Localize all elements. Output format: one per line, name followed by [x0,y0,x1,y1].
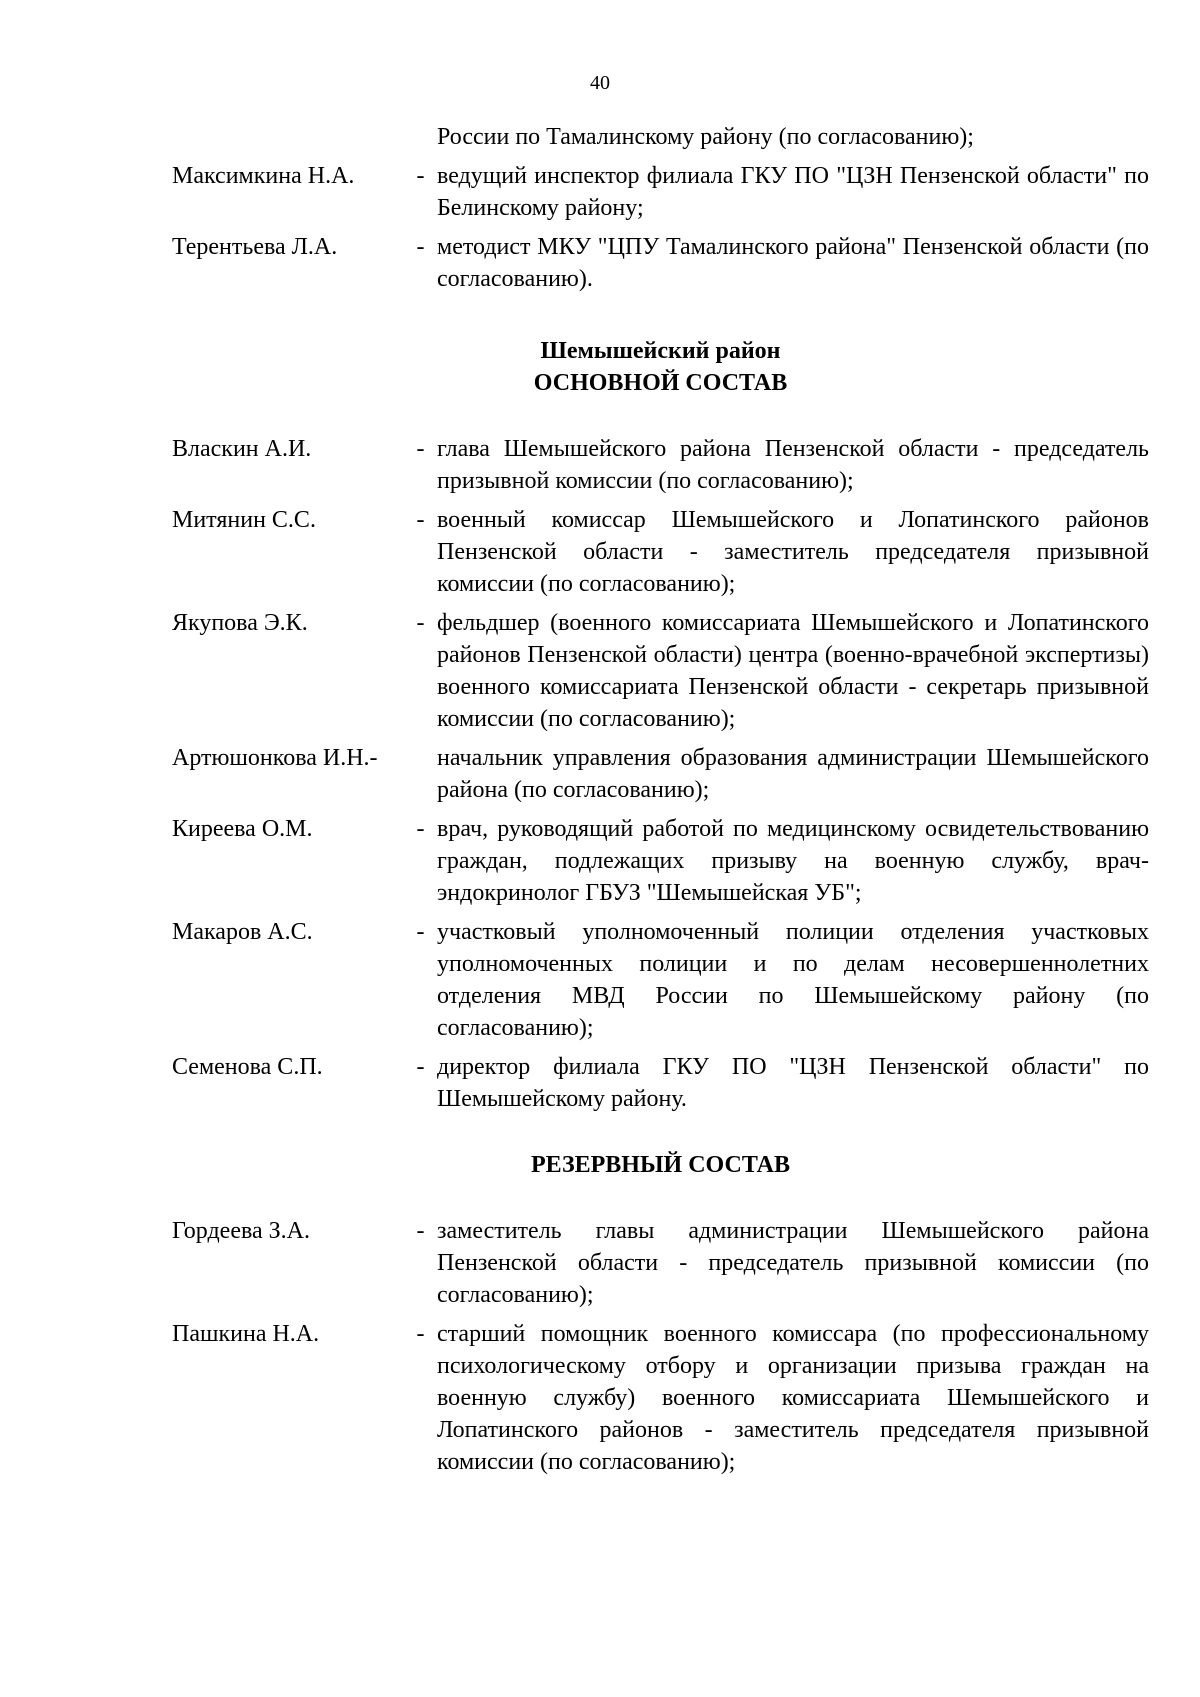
member-position: фельдшер (военного комиссариата Шемышейского и Лопатинского районов Пензенской области) центра (военно-врачебной экспертизы) военного комиссариата Пензенской области - секретарь призывной комиссии (по согласованию); [437,610,1149,732]
member-dash: - [416,919,425,945]
member-name: Гордеева З.А. [172,1218,310,1244]
member-name: Власкин А.И. [172,436,312,462]
member-position: военный комиссар Шемышейского и Лопатинского районов Пензенской области - заместитель председателя призывной комиссии (по согласованию); [437,507,1149,597]
member-dash: - [416,816,425,842]
member-name: Макаров А.С. [172,919,313,945]
member-entry [172,504,1149,600]
member-name: Артюшонкова И.Н.- [172,745,378,771]
page-number: 40 [590,72,610,94]
member-dash: - [416,507,425,533]
member-dash: - [416,234,425,260]
member-position: начальник управления образования администрации Шемышейского района (по согласованию); [437,745,1149,803]
document-body [172,121,1149,1485]
member-entry [172,607,1149,735]
member-entry [172,1215,1149,1311]
member-entry [172,231,1149,295]
member-position: директор филиала ГКУ ПО "ЦЗН Пензенской области" по Шемышейскому району. [437,1054,1149,1112]
main-composition-heading: ОСНОВНОЙ СОСТАВ [533,370,788,396]
member-entry [172,742,1149,806]
member-dash: - [416,1321,425,1347]
member-position: врач, руководящий работой по медицинскому освидетельствованию граждан, подлежащих призыву на военную службу, врач-эндокринолог ГБУЗ "Шемышейская УБ"; [437,816,1149,906]
member-entry [172,813,1149,909]
member-position: методист МКУ "ЦПУ Тамалинского района" Пензенской области (по согласованию). [437,234,1149,292]
member-position: ведущий инспектор филиала ГКУ ПО "ЦЗН Пензенской области" по Белинскому району; [437,163,1149,221]
district-heading: Шемышейский район [540,338,781,364]
member-name: Пашкина Н.А. [172,1321,320,1347]
member-position: старший помощник военного комиссара (по профессиональному психологическому отбору и организации призыва граждан на военную службу) военного комиссариата Шемышейского и Лопатинского районов - заместитель председателя призывной комиссии (по согласованию); [437,1321,1149,1475]
reserve-composition-heading: РЕЗЕРВНЫЙ СОСТАВ [531,1152,790,1178]
member-entry [172,1318,1149,1478]
continuation-text: России по Тамалинскому району (по согласованию); [437,124,974,150]
member-entry [172,433,1149,497]
member-entry [172,160,1149,224]
member-name: Якупова Э.К. [172,610,308,636]
member-name: Максимкина Н.А. [172,163,355,189]
member-position: заместитель главы администрации Шемышейского района Пензенской области - председатель призывной комиссии (по согласованию); [437,1218,1149,1308]
member-name: Терентьева Л.А. [172,234,338,260]
member-position: глава Шемышейского района Пензенской области - председатель призывной комиссии (по согласованию); [437,436,1149,494]
member-entry [172,916,1149,1044]
member-dash: - [416,1218,425,1244]
member-position: участковый уполномоченный полиции отделения участковых уполномоченных полиции и по делам несовершеннолетних отделения МВД России по Шемышейскому району (по согласованию); [437,919,1149,1041]
member-dash: - [416,610,425,636]
member-name: Митянин С.С. [172,507,316,533]
member-dash: - [416,436,425,462]
member-dash: - [416,163,425,189]
member-name: Киреева О.М. [172,816,313,842]
member-entry [172,1051,1149,1115]
member-name: Семенова С.П. [172,1054,323,1080]
member-dash: - [416,1054,425,1080]
